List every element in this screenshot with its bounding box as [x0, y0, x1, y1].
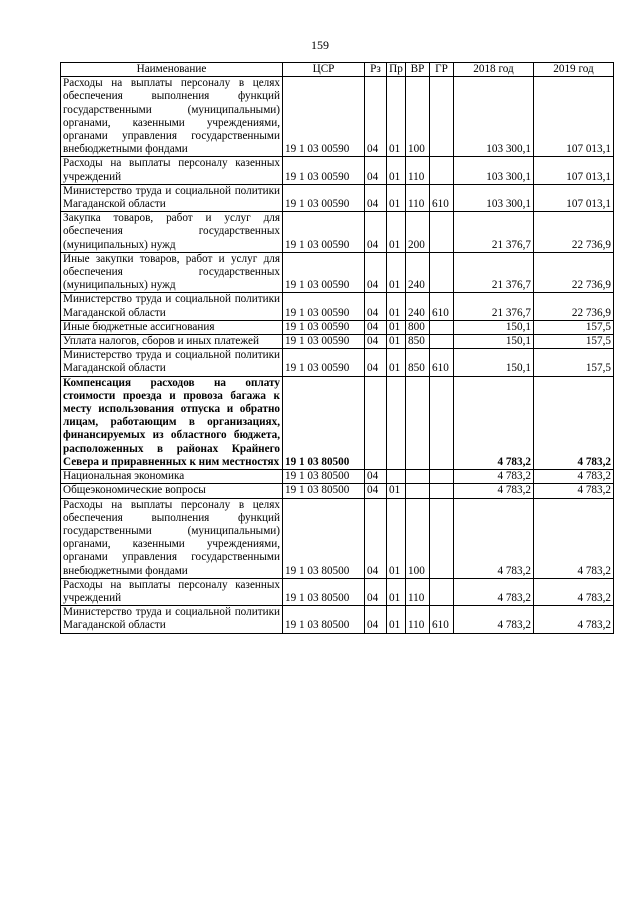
- row-rz-cell: [365, 376, 387, 469]
- row-name-cell: Общеэкономические вопросы: [61, 484, 283, 498]
- header-vr: ВР: [406, 63, 430, 77]
- row-csr-cell: 19 1 03 80500: [283, 470, 365, 484]
- row-vr-cell: 110: [406, 606, 430, 633]
- row-gr-cell: 610: [430, 184, 454, 211]
- row-2019-cell: 4 783,2: [534, 484, 614, 498]
- row-gr-cell: [430, 335, 454, 349]
- row-2018-cell: 21 376,7: [454, 212, 534, 253]
- table-row: [61, 293, 614, 320]
- row-csr-cell: 19 1 03 00590: [283, 77, 365, 157]
- row-2018-cell: 4 783,2: [454, 470, 534, 484]
- table-row: [61, 184, 614, 211]
- row-vr-cell: 850: [406, 335, 430, 349]
- row-pr-cell: 01: [387, 320, 406, 334]
- row-gr-cell: [430, 157, 454, 184]
- row-vr-cell: 110: [406, 184, 430, 211]
- row-name-cell: Министерство труда и социальной политики Магаданской области: [61, 606, 283, 633]
- row-name-cell: Расходы на выплаты персоналу казенных учреждений: [61, 157, 283, 184]
- row-gr-cell: 610: [430, 293, 454, 320]
- row-2018-cell: 4 783,2: [454, 484, 534, 498]
- row-2018-cell: 103 300,1: [454, 157, 534, 184]
- row-gr-cell: [430, 484, 454, 498]
- row-2019-cell: 107 013,1: [534, 77, 614, 157]
- row-rz-cell: 04: [365, 578, 387, 605]
- row-name-cell: Компенсация расходов на оплату стоимости проезда и провоза багажа к месту использования отпуска и обратно лицам, работающим в организациях, финансируемых из областного бюджета, расположенных в районах Крайнего Севера и приравненных к ним местностях: [61, 376, 283, 469]
- row-vr-cell: 100: [406, 77, 430, 157]
- row-csr-cell: 19 1 03 00590: [283, 320, 365, 334]
- row-2019-cell: 4 783,2: [534, 470, 614, 484]
- row-2018-cell: 150,1: [454, 335, 534, 349]
- row-pr-cell: 01: [387, 498, 406, 578]
- row-csr-cell: 19 1 03 00590: [283, 293, 365, 320]
- row-2019-cell: 22 736,9: [534, 252, 614, 293]
- row-csr-cell: 19 1 03 80500: [283, 484, 365, 498]
- row-rz-cell: 04: [365, 606, 387, 633]
- row-pr-cell: 01: [387, 252, 406, 293]
- row-rz-cell: 04: [365, 320, 387, 334]
- row-gr-cell: [430, 498, 454, 578]
- table-row: [61, 320, 614, 334]
- row-2019-cell: 4 783,2: [534, 578, 614, 605]
- row-2019-cell: 4 783,2: [534, 606, 614, 633]
- row-2019-cell: 4 783,2: [534, 498, 614, 578]
- row-name-cell: Министерство труда и социальной политики Магаданской области: [61, 184, 283, 211]
- row-2018-cell: 4 783,2: [454, 376, 534, 469]
- row-rz-cell: 04: [365, 498, 387, 578]
- row-2018-cell: 21 376,7: [454, 293, 534, 320]
- row-csr-cell: 19 1 03 00590: [283, 184, 365, 211]
- row-vr-cell: 850: [406, 349, 430, 376]
- row-name-cell: Иные закупки товаров, работ и услуг для обеспечения государственных (муниципальных) нужд: [61, 252, 283, 293]
- row-rz-cell: 04: [365, 349, 387, 376]
- row-pr-cell: 01: [387, 77, 406, 157]
- table-row: [61, 376, 614, 469]
- table-row: [61, 212, 614, 253]
- header-gr: ГР: [430, 63, 454, 77]
- row-2018-cell: 4 783,2: [454, 578, 534, 605]
- page-number: 159: [311, 38, 329, 52]
- table-row: [61, 578, 614, 605]
- row-2018-cell: 103 300,1: [454, 184, 534, 211]
- row-name-cell: Уплата налогов, сборов и иных платежей: [61, 335, 283, 349]
- row-pr-cell: 01: [387, 578, 406, 605]
- row-pr-cell: 01: [387, 606, 406, 633]
- row-vr-cell: [406, 484, 430, 498]
- row-vr-cell: 110: [406, 578, 430, 605]
- row-pr-cell: 01: [387, 293, 406, 320]
- row-vr-cell: 240: [406, 252, 430, 293]
- row-gr-cell: 610: [430, 349, 454, 376]
- header-name: Наименование: [61, 63, 283, 77]
- row-2018-cell: 103 300,1: [454, 77, 534, 157]
- row-2018-cell: 150,1: [454, 320, 534, 334]
- budget-table: [60, 62, 614, 634]
- row-pr-cell: [387, 470, 406, 484]
- row-name-cell: Министерство труда и социальной политики Магаданской области: [61, 293, 283, 320]
- table-row: [61, 349, 614, 376]
- row-2019-cell: 4 783,2: [534, 376, 614, 469]
- row-name-cell: Расходы на выплаты персоналу в целях обеспечения выполнения функций государственными (муниципальными) органами, казенными учреждениями, органами управления государственными внебюджетными фондами: [61, 77, 283, 157]
- row-csr-cell: 19 1 03 80500: [283, 498, 365, 578]
- table-body: [61, 77, 614, 633]
- row-name-cell: Расходы на выплаты персоналу в целях обеспечения выполнения функций государственными (муниципальными) органами, казенными учреждениями, органами управления государственными внебюджетными фондами: [61, 498, 283, 578]
- row-rz-cell: 04: [365, 293, 387, 320]
- row-pr-cell: 01: [387, 349, 406, 376]
- table-row: [61, 606, 614, 633]
- row-gr-cell: [430, 212, 454, 253]
- row-name-cell: Иные бюджетные ассигнования: [61, 320, 283, 334]
- row-2018-cell: 150,1: [454, 349, 534, 376]
- row-csr-cell: 19 1 03 00590: [283, 157, 365, 184]
- row-rz-cell: 04: [365, 252, 387, 293]
- row-pr-cell: 01: [387, 184, 406, 211]
- row-pr-cell: 01: [387, 484, 406, 498]
- row-vr-cell: 100: [406, 498, 430, 578]
- table-header-row: [61, 63, 614, 77]
- header-2019: 2019 год: [534, 63, 614, 77]
- row-2019-cell: 22 736,9: [534, 293, 614, 320]
- row-pr-cell: 01: [387, 212, 406, 253]
- table-row: [61, 77, 614, 157]
- row-gr-cell: [430, 578, 454, 605]
- row-name-cell: Национальная экономика: [61, 470, 283, 484]
- row-name-cell: Расходы на выплаты персоналу казенных учреждений: [61, 578, 283, 605]
- row-rz-cell: 04: [365, 470, 387, 484]
- row-rz-cell: 04: [365, 212, 387, 253]
- row-csr-cell: 19 1 03 00590: [283, 349, 365, 376]
- row-csr-cell: 19 1 03 80500: [283, 606, 365, 633]
- row-rz-cell: 04: [365, 484, 387, 498]
- row-csr-cell: 19 1 03 80500: [283, 578, 365, 605]
- row-gr-cell: [430, 470, 454, 484]
- row-rz-cell: 04: [365, 157, 387, 184]
- row-csr-cell: 19 1 03 00590: [283, 212, 365, 253]
- row-vr-cell: [406, 470, 430, 484]
- table-row: [61, 484, 614, 498]
- row-csr-cell: 19 1 03 00590: [283, 252, 365, 293]
- row-gr-cell: [430, 252, 454, 293]
- row-name-cell: Закупка товаров, работ и услуг для обеспечения государственных (муниципальных) нужд: [61, 212, 283, 253]
- row-vr-cell: 240: [406, 293, 430, 320]
- row-gr-cell: [430, 376, 454, 469]
- row-2019-cell: 157,5: [534, 335, 614, 349]
- header-rz: Рз: [365, 63, 387, 77]
- row-rz-cell: 04: [365, 184, 387, 211]
- row-csr-cell: 19 1 03 00590: [283, 335, 365, 349]
- row-2019-cell: 157,5: [534, 320, 614, 334]
- row-csr-cell: 19 1 03 80500: [283, 376, 365, 469]
- table-row: [61, 335, 614, 349]
- table-row: [61, 498, 614, 578]
- header-2018: 2018 год: [454, 63, 534, 77]
- row-gr-cell: [430, 320, 454, 334]
- row-name-cell: Министерство труда и социальной политики Магаданской области: [61, 349, 283, 376]
- row-pr-cell: 01: [387, 157, 406, 184]
- row-vr-cell: [406, 376, 430, 469]
- row-vr-cell: 200: [406, 212, 430, 253]
- header-pr: Пр: [387, 63, 406, 77]
- row-2018-cell: 4 783,2: [454, 498, 534, 578]
- row-2018-cell: 4 783,2: [454, 606, 534, 633]
- row-vr-cell: 800: [406, 320, 430, 334]
- row-vr-cell: 110: [406, 157, 430, 184]
- row-rz-cell: 04: [365, 335, 387, 349]
- row-pr-cell: [387, 376, 406, 469]
- row-pr-cell: 01: [387, 335, 406, 349]
- row-2018-cell: 21 376,7: [454, 252, 534, 293]
- row-gr-cell: 610: [430, 606, 454, 633]
- row-2019-cell: 107 013,1: [534, 184, 614, 211]
- row-gr-cell: [430, 77, 454, 157]
- row-2019-cell: 157,5: [534, 349, 614, 376]
- table-row: [61, 470, 614, 484]
- table-row: [61, 157, 614, 184]
- row-2019-cell: 22 736,9: [534, 212, 614, 253]
- row-2019-cell: 107 013,1: [534, 157, 614, 184]
- table-row: [61, 252, 614, 293]
- row-rz-cell: 04: [365, 77, 387, 157]
- header-csr: ЦСР: [283, 63, 365, 77]
